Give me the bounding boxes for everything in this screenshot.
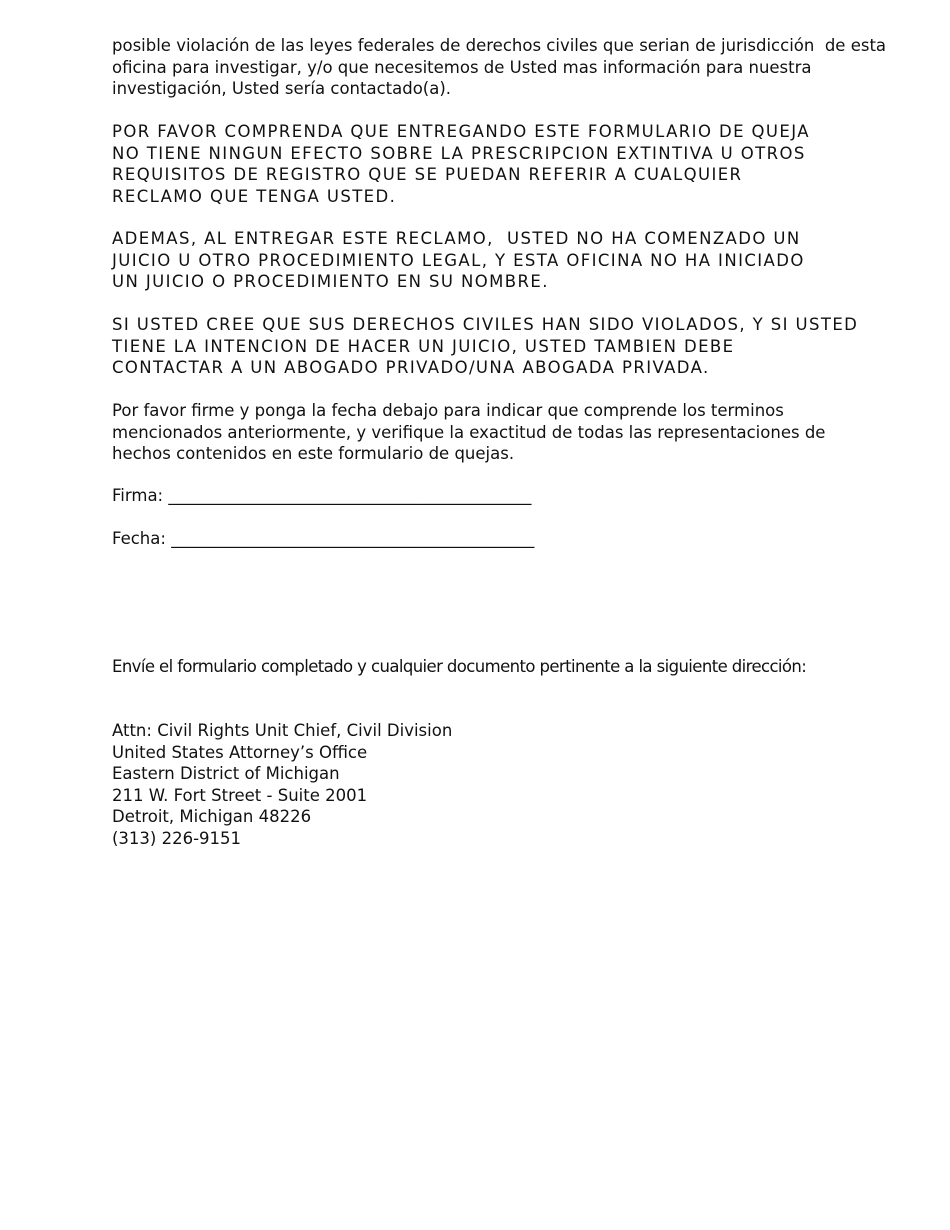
intro-line: oficina para investigar, y/o que necesitemos de Usted mas información para nuestra — [112, 57, 812, 77]
send-instruction: Envíe el formulario completado y cualquier documento pertinente a la siguiente dirección: — [112, 657, 807, 676]
address-line: United States Attorney’s Office — [112, 742, 368, 762]
intro-paragraph — [112, 35, 887, 100]
notice-line: JUICIO U OTRO PROCEDIMIENTO LEGAL, Y ESTA OFICINA NO HA INICIADO — [112, 250, 805, 270]
date-field — [112, 528, 852, 550]
address-line: Detroit, Michigan 48226 — [112, 807, 312, 826]
intro-line: investigación, Usted sería contactado(a). — [112, 79, 452, 98]
mailing-address — [112, 720, 852, 849]
intro-line: posible violación de las leyes federales de derechos civiles que serian de jurisdicción de esta — [112, 36, 887, 55]
notice-line: TIENE LA INTENCION DE HACER UN JUICIO, USTED TAMBIEN DEBE — [112, 336, 735, 356]
notice-line: ADEMAS, AL ENTREGAR ESTE RECLAMO, USTED NO HA COMENZADO UN — [112, 229, 801, 248]
notice-no-lawsuit-paragraph — [112, 228, 852, 293]
address-line: Eastern District of Michigan — [112, 764, 340, 783]
notice-line: RECLAMO QUE TENGA USTED. — [112, 186, 397, 206]
notice-private-attorney-paragraph — [112, 314, 859, 379]
instruction-line: mencionados anteriormente, y verifique la exactitud de todas las representaciones de — [112, 422, 826, 442]
notice-line: POR FAVOR COMPRENDA QUE ENTREGANDO ESTE FORMULARIO DE QUEJA — [112, 122, 810, 141]
notice-line: SI USTED CREE QUE SUS DERECHOS CIVILES HAN SIDO VIOLADOS, Y SI USTED — [112, 315, 859, 334]
address-line: Attn: Civil Rights Unit Chief, Civil Division — [112, 721, 453, 740]
notice-statute-paragraph — [112, 121, 852, 207]
address-line: 211 W. Fort Street - Suite 2001 — [112, 785, 368, 805]
sign-instruction-paragraph — [112, 400, 852, 465]
notice-line: CONTACTAR A UN ABOGADO PRIVADO/UNA ABOGADA PRIVADA. — [112, 358, 710, 377]
instruction-line: hechos contenidos en este formulario de quejas. — [112, 444, 515, 463]
signature-line[interactable]: ____________________________________________ — [168, 486, 532, 505]
date-line[interactable]: ____________________________________________ — [171, 529, 535, 548]
signature-field — [112, 485, 852, 507]
notice-line: REQUISITOS DE REGISTRO QUE SE PUEDAN REFERIR A CUALQUIER — [112, 165, 743, 184]
notice-line: NO TIENE NINGUN EFECTO SOBRE LA PRESCRIPCION EXTINTIVA U OTROS — [112, 143, 806, 163]
date-label: Fecha: — [112, 529, 166, 548]
phone-number: (313) 226-9151 — [112, 828, 242, 848]
instruction-line: Por favor firme y ponga la fecha debajo para indicar que comprende los terminos — [112, 401, 784, 420]
notice-line: UN JUICIO O PROCEDIMIENTO EN SU NOMBRE. — [112, 272, 549, 291]
signature-label: Firma: — [112, 486, 164, 505]
